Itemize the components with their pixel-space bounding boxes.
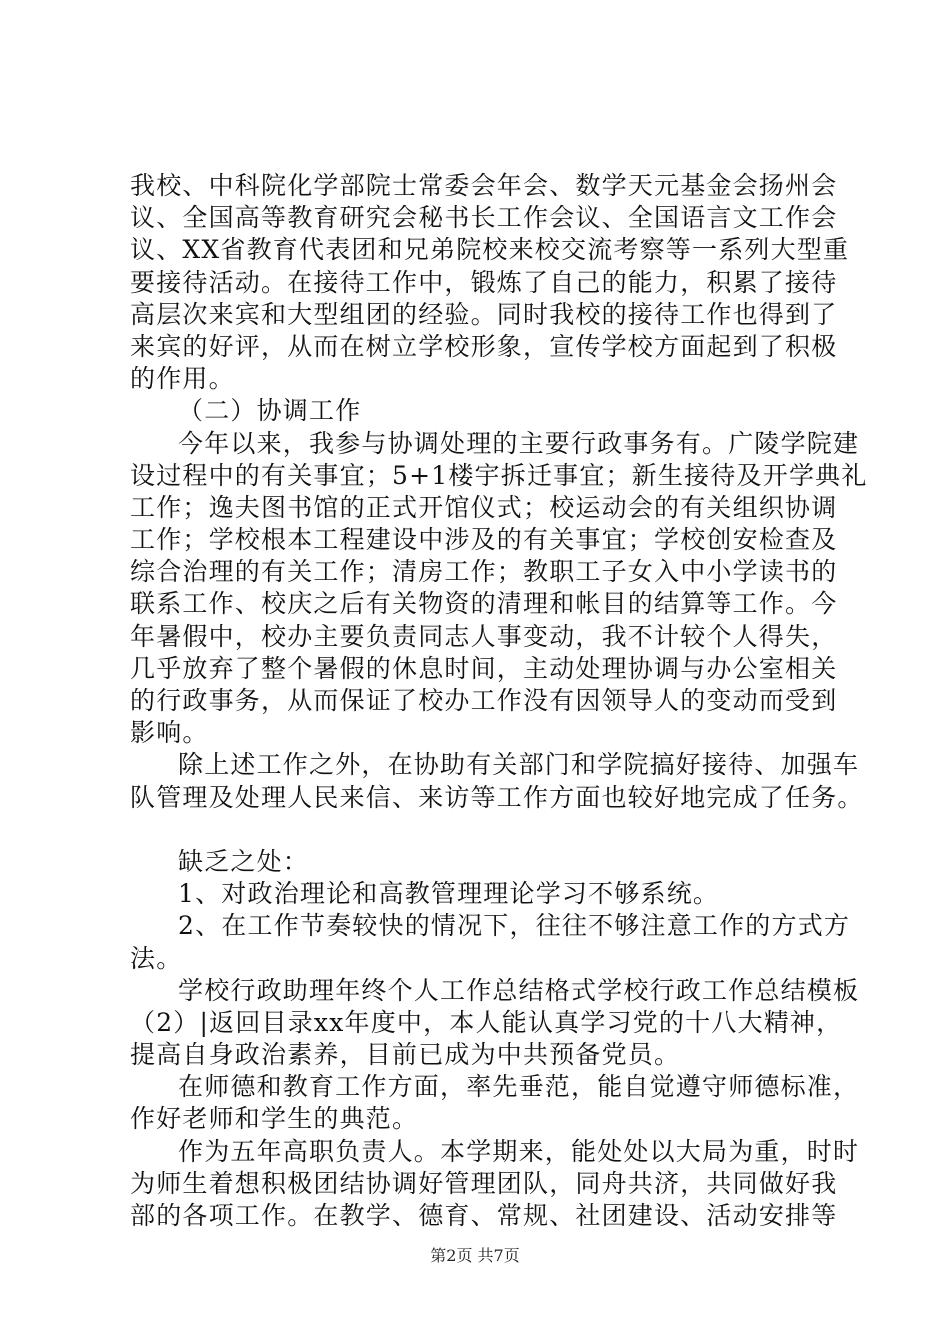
text-line: 要接待活动。在接待工作中，锻炼了自己的能力，积累了接待 — [130, 267, 838, 297]
text-line: 队管理及处理人民来信、来访等工作方面也较好地完成了任务。 — [130, 782, 864, 812]
text-line: 法。 — [130, 943, 183, 973]
section-heading: 缺乏之处： — [178, 846, 310, 876]
text-line: （2）|返回目录xx年度中，本人能认真学习党的十八大精神， — [130, 1007, 843, 1037]
list-item: 1、对政治理论和高教管理理论学习不够系统。 — [178, 879, 720, 909]
text-line: 联系工作、校庆之后有关物资的清理和帐目的结算等工作。今 — [130, 589, 838, 619]
text-line: 作好老师和学生的典范。 — [130, 1104, 419, 1134]
text-line: 综合治理的有关工作；清房工作；教职工子女入中小学读书的 — [130, 557, 838, 587]
text-line: 我校、中科院化学部院士常委会年会、数学天元基金会扬州会 — [130, 171, 838, 200]
text-line: 高层次来宾和大型组团的经验。同时我校的接待工作也得到了 — [130, 299, 838, 329]
page-number: 第2页 共7页 — [430, 1246, 520, 1265]
text-line: 的行政事务，从而保证了校办工作没有因领导人的变动而受到 — [130, 686, 838, 715]
text-line: 几乎放弃了整个暑假的休息时间，主动处理协调与办公室相关 — [130, 653, 838, 683]
text-line: 议、XX省教育代表团和兄弟院校来校交流考察等一系列大型重 — [130, 235, 850, 265]
document-body — [130, 170, 868, 1232]
text-line: 的作用。 — [130, 364, 235, 394]
text-line: 来宾的好评，从而在树立学校形象，宣传学校方面起到了积极 — [130, 331, 838, 361]
blank-line — [130, 814, 830, 846]
text-line: 作为五年高职负责人。本学期来，能处处以大局为重，时时 — [178, 1136, 860, 1166]
text-line: 议、全国高等教育研究会秘书长工作会议、全国语言文工作会 — [130, 203, 838, 233]
text-line: 年暑假中，校办主要负责同志人事变动，我不计较个人得失， — [130, 621, 838, 651]
list-item: 2、在工作节奏较快的情况下，往往不够注意工作的方式方 — [178, 911, 851, 941]
section-heading: （二）协调工作 — [178, 396, 362, 426]
text-line: 设过程中的有关事宜；5+1楼宇拆迁事宜；新生接待及开学典礼 — [130, 460, 868, 490]
text-line: 为师生着想积极团结协调好管理团队，同舟共济，共同做好我 — [130, 1168, 838, 1198]
text-line: 工作；逸夫图书馆的正式开馆仪式；校运动会的有关组织协调 — [130, 492, 838, 522]
text-line: 除上述工作之外，在协助有关部门和学院搞好接待、加强车 — [178, 750, 860, 780]
text-line: 影响。 — [130, 718, 209, 748]
text-line: 今年以来，我参与协调处理的主要行政事务有。广陵学院建 — [178, 428, 860, 458]
text-line: 提高自身政治素养，目前已成为中共预备党员。 — [130, 1040, 681, 1070]
text-line: 学校行政助理年终个人工作总结格式学校行政工作总结模板 — [178, 975, 860, 1005]
text-line: 工作；学校根本工程建设中涉及的有关事宜；学校创安检查及 — [130, 525, 838, 555]
text-line: 部的各项工作。在教学、德育、常规、社团建设、活动安排等 — [130, 1201, 838, 1230]
text-line: 在师德和教育工作方面，率先垂范，能自觉遵守师德标准， — [178, 1072, 860, 1102]
